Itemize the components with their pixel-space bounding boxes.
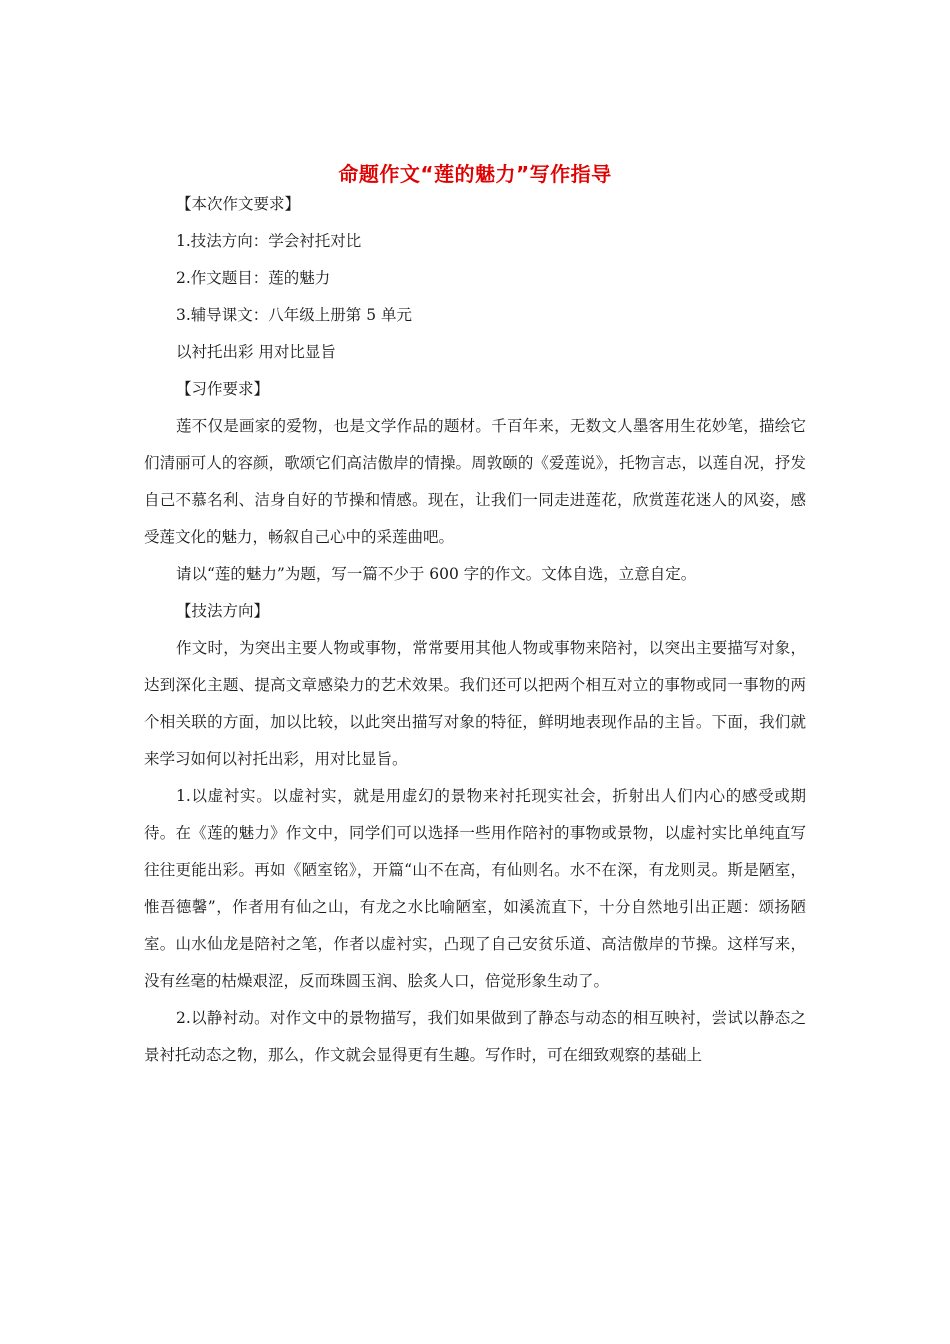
technique-paragraph-2: 1.以虚衬实。以虚衬实，就是用虚幻的景物来衬托现实社会，折射出人们内心的感受或期待。在《莲的魅力》作文中，同学们可以选择一些用作陪衬的事物或景物，以虚衬实比单纯直写往往更能出彩。再如《陋室铭》，开篇“山不在高，有仙则名。水不在深，有龙则灵。斯是陋室，惟吾德馨”，作者用有仙之山，有龙之水比喻陋室，如溪流直下，十分自然地引出正题：颂扬陋室。山水仙龙是陪衬之笔，作者以虚衬实，凸现了自己安贫乐道、高洁傲岸的节操。这样写来，没有丝毫的枯燥艰涩，反而珠圆玉润、脍炙人口，倍觉形象生动了。 [144, 787, 806, 990]
section-heading-requirements: 【本次作文要求】 [176, 195, 301, 213]
requirement-item-1: 1.技法方向：学会衬托对比 [176, 232, 362, 250]
exercise-paragraph-1: 莲不仅是画家的爱物，也是文学作品的题材。千百年来，无数文人墨客用生花妙笔，描绘它们清丽可人的容颜，歌颂它们高洁傲岸的情操。周敦颐的《爱莲说》，托物言志，以莲自况，抒发自己不慕名利、洁身自好的节操和情感。现在，让我们一同走进莲花，欣赏莲花迷人的风姿，感受莲文化的魅力，畅叙自己心中的采莲曲吧。 [144, 417, 806, 546]
requirement-item-2: 2.作文题目：莲的魅力 [176, 269, 331, 287]
section-heading-technique: 【技法方向】 [176, 602, 270, 620]
technique-paragraph-3: 2.以静衬动。对作文中的景物描写，我们如果做到了静态与动态的相互映衬，尝试以静态之景衬托动态之物，那么，作文就会显得更有生趣。写作时，可在细致观察的基础上 [144, 1009, 806, 1064]
technique-paragraph-1: 作文时，为突出主要人物或事物，常常要用其他人物或事物来陪衬，以突出主要描写对象，达到深化主题、提高文章感染力的艺术效果。我们还可以把两个相互对立的事物或同一事物的两个相关联的方面，加以比较，以此突出描写对象的特征，鲜明地表现作品的主旨。下面，我们就来学习如何以衬托出彩，用对比显旨。 [144, 639, 806, 768]
document-body [144, 186, 806, 1074]
exercise-paragraph-2: 请以“莲的魅力”为题，写一篇不少于 600 字的作文。文体自选，立意自定。 [176, 565, 697, 583]
section-heading-exercise: 【习作要求】 [176, 380, 270, 398]
requirement-item-3: 3.辅导课文：八年级上册第 5 单元 [176, 306, 413, 324]
document-title: 命题作文“莲的魅力”写作指导 [338, 162, 612, 186]
section-subtitle: 以衬托出彩 用对比显旨 [176, 343, 336, 361]
